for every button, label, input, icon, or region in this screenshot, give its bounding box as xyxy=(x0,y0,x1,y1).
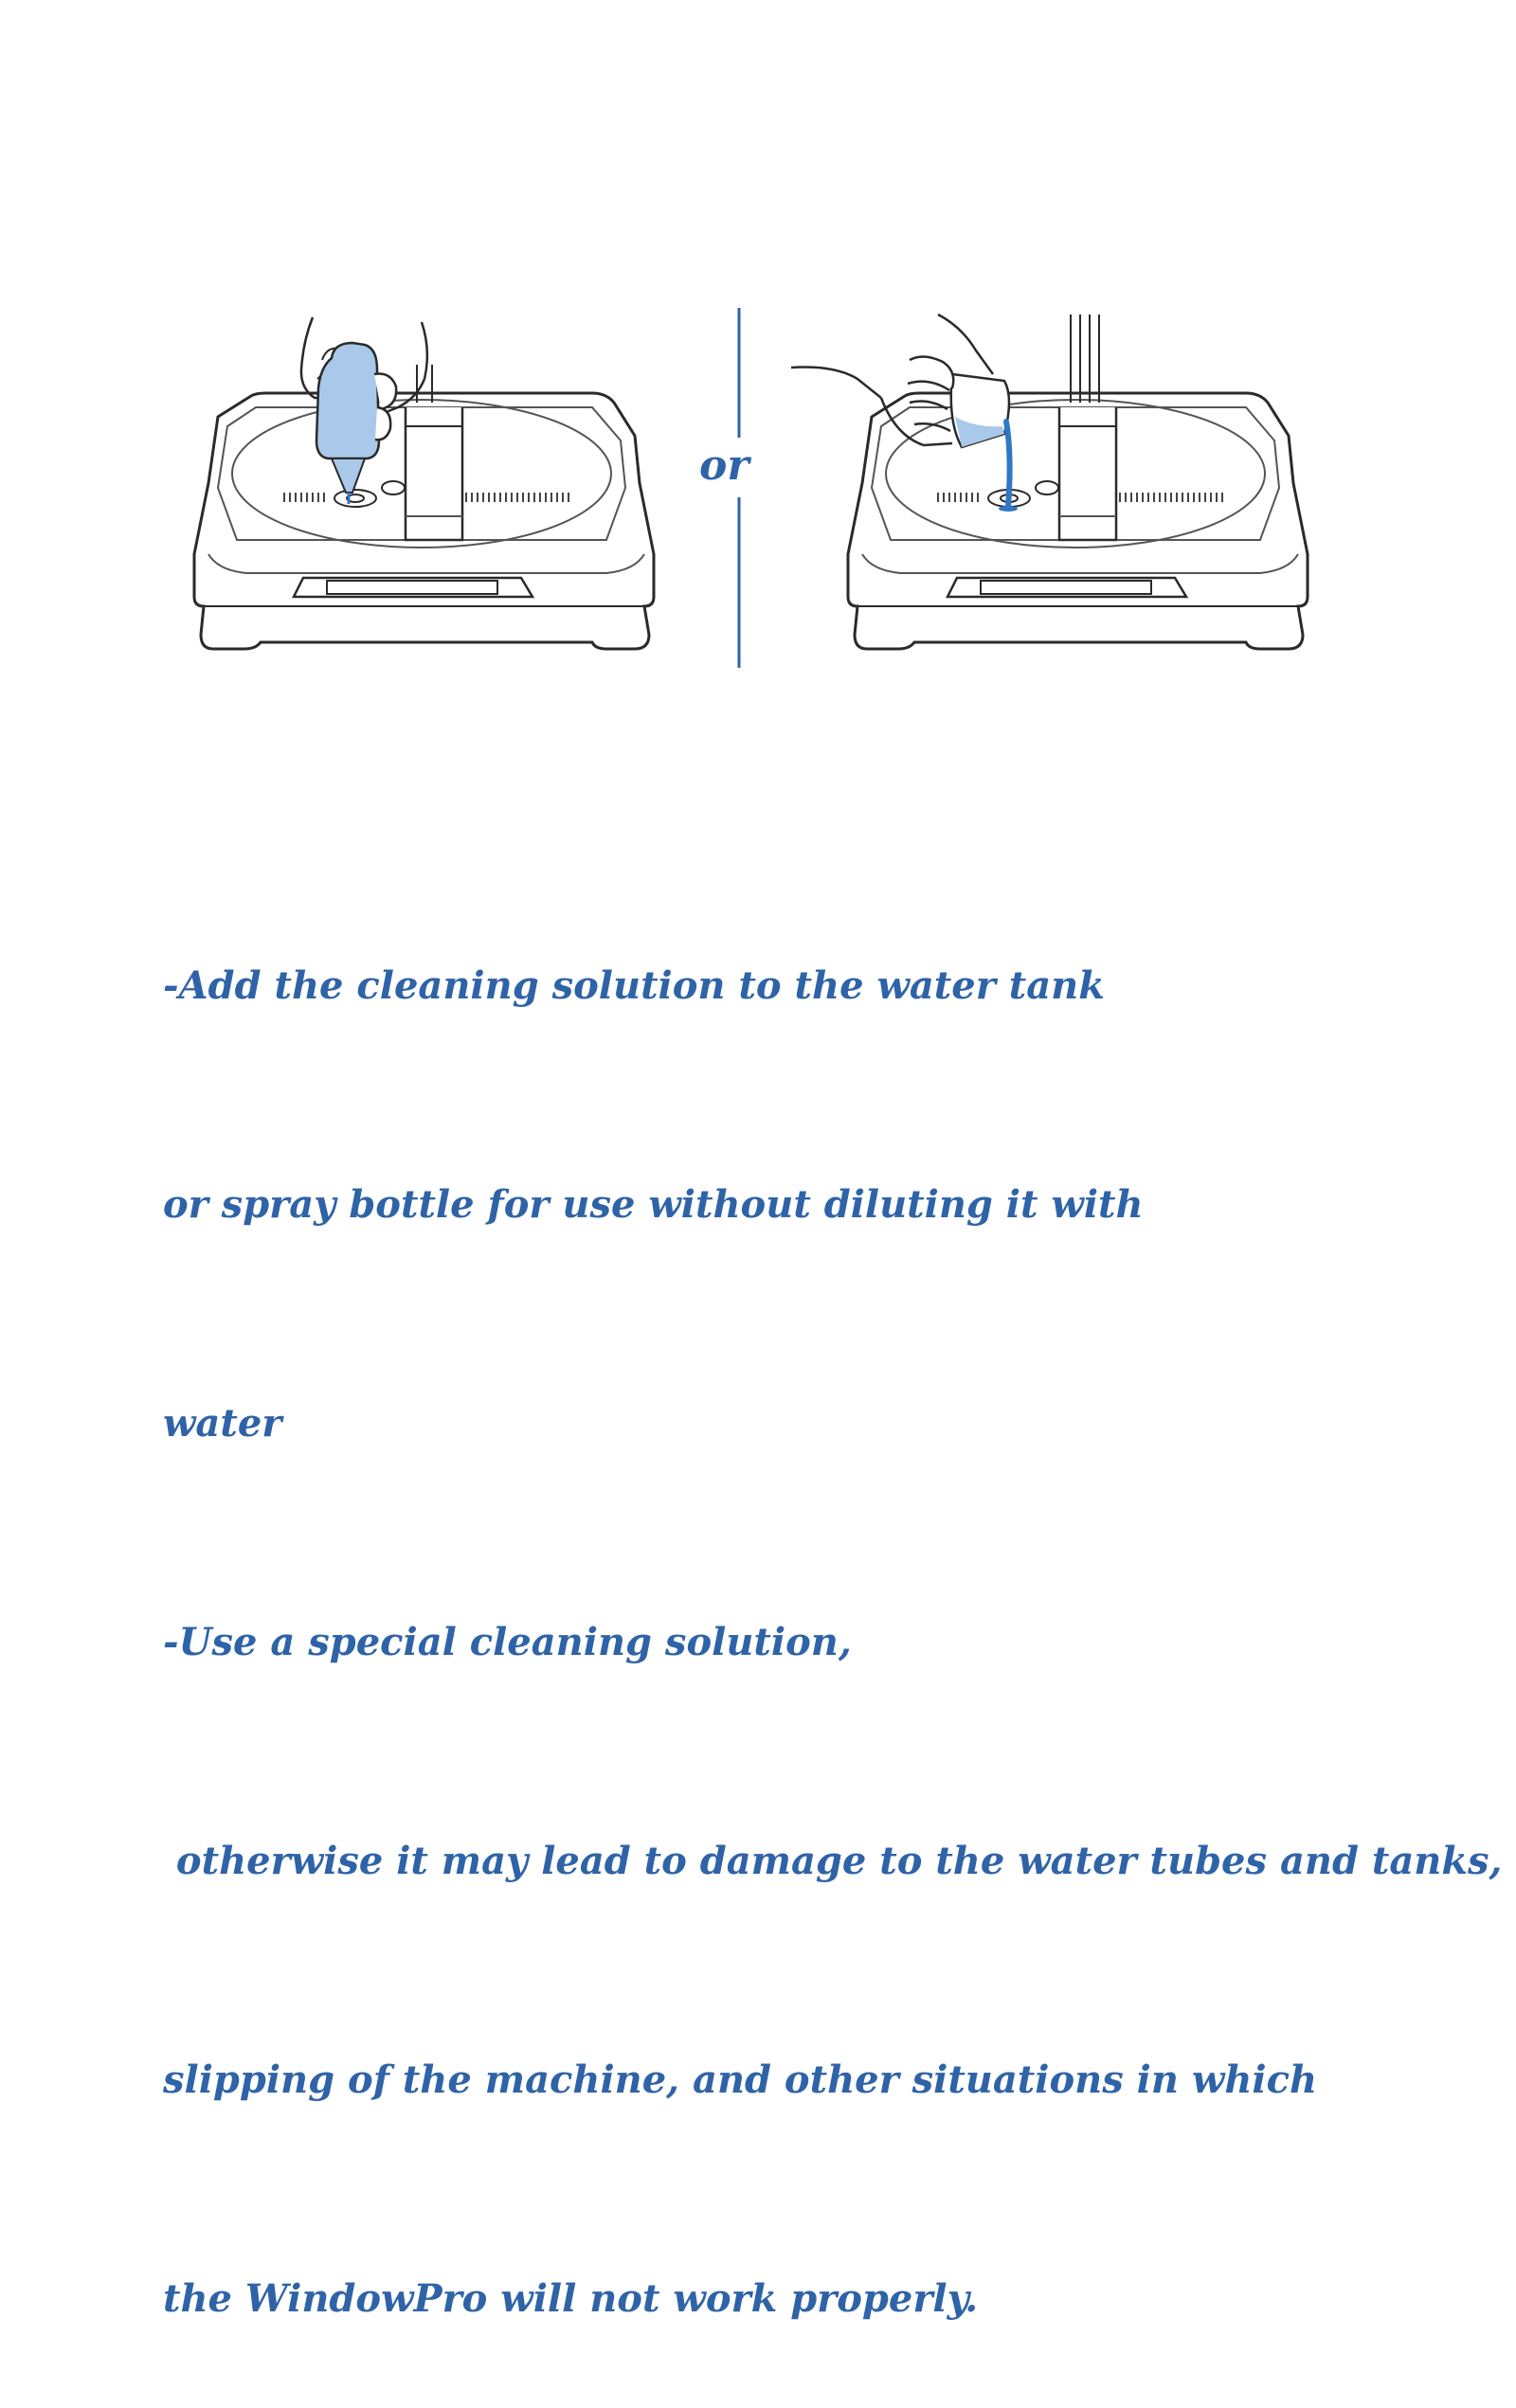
instruction-line: -Add the cleaning solution to the water tank xyxy=(163,963,1105,1008)
instruction-line: or spray bottle for use without diluting it with xyxy=(163,1182,1144,1227)
instruction-line: water xyxy=(163,1401,282,1446)
right-station-tubes xyxy=(1071,314,1099,403)
instructions-text xyxy=(163,803,1503,2408)
instruction-line: slipping of the machine, and other situations in which xyxy=(163,2058,1318,2102)
illustration xyxy=(0,0,1516,720)
or-label: or xyxy=(699,441,749,490)
right-station-illustration xyxy=(848,393,1308,649)
left-station-illustration xyxy=(194,393,654,649)
instruction-line: the WindowPro will not work properly. xyxy=(163,2276,979,2321)
instruction-line: -Use a special cleaning solution, xyxy=(163,1620,852,1664)
instruction-line: otherwise it may lead to damage to the water tubes and tanks, xyxy=(163,1839,1503,1883)
